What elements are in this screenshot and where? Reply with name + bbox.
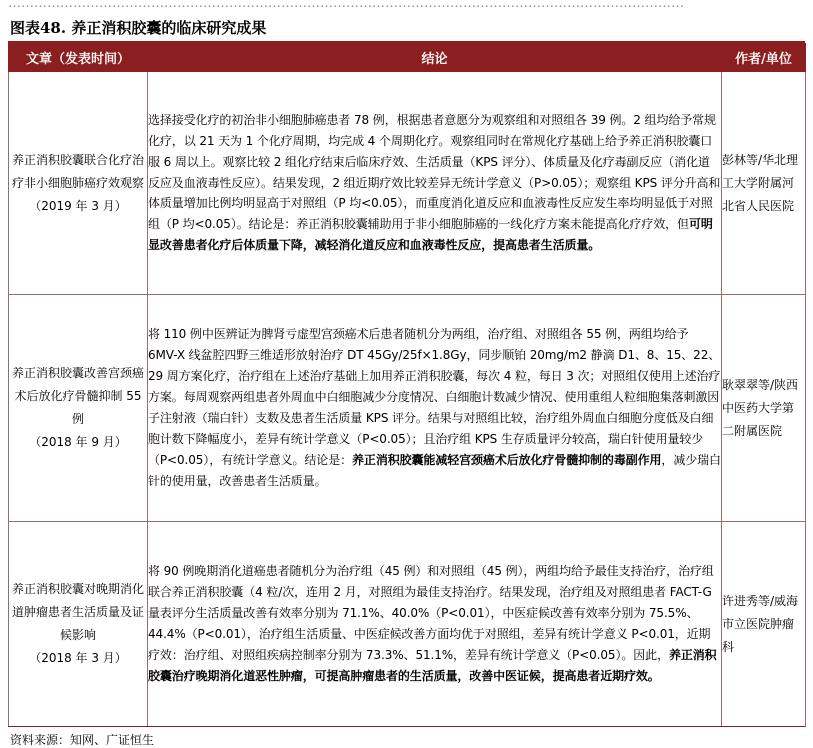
article-date: （2018 年 9 月）	[29, 435, 127, 449]
conclusion-cell	[148, 72, 722, 295]
conclusion-text: 将 110 例中医辨证为脾肾亏虚型宫颈癌术后患者随机分为两组，治疗组、对照组各 55 例，两组均给予 6MV-X 线盆腔四野三维适形放射治疗 DT 45Gy/25f×1.8Gy，同步顺铂 20mg/m2 静滴 D1、8、15、22、29 周方案化疗，治疗组在上述治疗基础上加用养正消积胶囊，每次 4 粒，每日 3 次；对照组仅使用上述治疗方案。每周观察两组患者外周血中白细胞减少分度情况、白细胞计数减少情况、使用重组人粒细胞集落刺激因子注射液（瑞白针）支数及患者生活质量 KPS 评分。结果与对照组比较，治疗组外周血白细胞分度低及白细胞计数下降幅度小，差异有统计学意义（P<0.05）；且治疗组 KPS 生存质量评分较高，瑞白针使用量较少（P<0.05），有统计学意义。结论是：	[148, 327, 721, 467]
article-title: 养正消积胶囊改善宫颈癌术后放化疗骨髓抑制 55 例	[11, 366, 144, 426]
conclusion-bold: 可明显改善患者化疗后体质量下降，减轻消化道反应和血液毒性反应，提高患者生活质量。	[148, 217, 713, 253]
table-header-row	[9, 44, 806, 72]
article-title: 养正消积胶囊联合化疗治疗非小细胞肺癌疗效观察	[11, 152, 144, 190]
article-date: （2019 年 3 月）	[29, 198, 127, 213]
conclusion-tail: ，减少瑞白针的使用量，改善患者生活质量。	[148, 452, 721, 488]
header-article: 文章（发表时间）	[9, 44, 148, 72]
conclusion-cell	[148, 522, 722, 727]
clinical-results-table	[8, 43, 806, 727]
author-cell: 耿翠翠等/陕西中医药大学第二附属医院	[722, 295, 806, 522]
header-conclusion: 结论	[148, 44, 722, 72]
author-cell: 许进秀等/威海市立医院肿瘤科	[722, 522, 806, 727]
article-cell	[9, 522, 148, 727]
article-title: 养正消积胶囊对晚期消化道肿瘤患者生活质量及证候影响	[11, 582, 144, 642]
author-cell: 彭林等/华北理工大学附属河北省人民医院	[722, 72, 806, 295]
table-row	[9, 72, 806, 295]
cropped-header-text: …………………………………………………………………………………………………………………………………………	[8, 0, 684, 8]
article-date: （2018 年 3 月）	[29, 651, 127, 665]
conclusion-bold: 养正消积胶囊能减轻宫颈癌术后放化疗骨髓抑制的毒副作用	[352, 452, 662, 467]
source-note: 资料来源：知网、广证恒生	[10, 733, 155, 747]
conclusion-bold: 养正消积胶囊治疗晚期消化道恶性肿瘤，可提高肿瘤患者的生活质量，改善中医证候，提高患者近期疗效。	[148, 647, 717, 683]
header-author: 作者/单位	[722, 44, 806, 72]
table-row	[9, 522, 806, 727]
article-cell	[9, 295, 148, 522]
article-cell	[9, 72, 148, 295]
figure-title: 图表48. 养正消积胶囊的临床研究成果	[10, 19, 267, 37]
conclusion-text: 将 90 例晚期消化道癌患者随机分为治疗组（45 例）和对照组（45 例），两组均给予最佳支持治疗，治疗组联合养正消积胶囊（4 粒/次，连用 2 月，对照组为最佳支持治疗。结果发现，治疗组及对照组患者 FACT-G 量表评分生活质量改善有效率分别为 71.1%、40.0%（P<0.01），中医症候改善有效率分别为 75.5%、44.4%（P<0.01），治疗组生活质量、中医症候改善方面均优于对照组，差异有统计学意义 P<0.01，近期疗效：治疗组、对照组疾病控制率分别为 73.3%、51.1%，差异有统计学意义（P<0.05）。因此，	[148, 564, 714, 662]
bottom-divider	[8, 726, 805, 727]
table-row	[9, 295, 806, 522]
conclusion-cell	[148, 295, 722, 522]
conclusion-text: 选择接受化疗的初治非小细胞肺癌患者 78 例，根据患者意愿分为观察组和对照组各 39 例。2 组均给予常规化疗，以 21 天为 1 个化疗周期，均完成 4 个周期化疗。观察组同时在常规化疗基础上给予养正消积胶囊口服 6 周以上。观察比较 2 组化疗结束后临床疗效、生活质量（KPS 评分）、体质量及化疗毒副反应（消化道反应及血液毒性反应）。结果发现，2 组近期疗效比较差异无统计学意义（P>0.05）；观察组 KPS 评分升高和体质量增加比例均明显高于对照组（P 均<0.05），而重度消化道反应和血液毒性反应发生率均明显低于对照组（P 均<0.05）。结论是：养正消积胶囊辅助用于非小细胞肺癌的一线化疗方案未能提高化疗疗效，但	[148, 112, 721, 232]
